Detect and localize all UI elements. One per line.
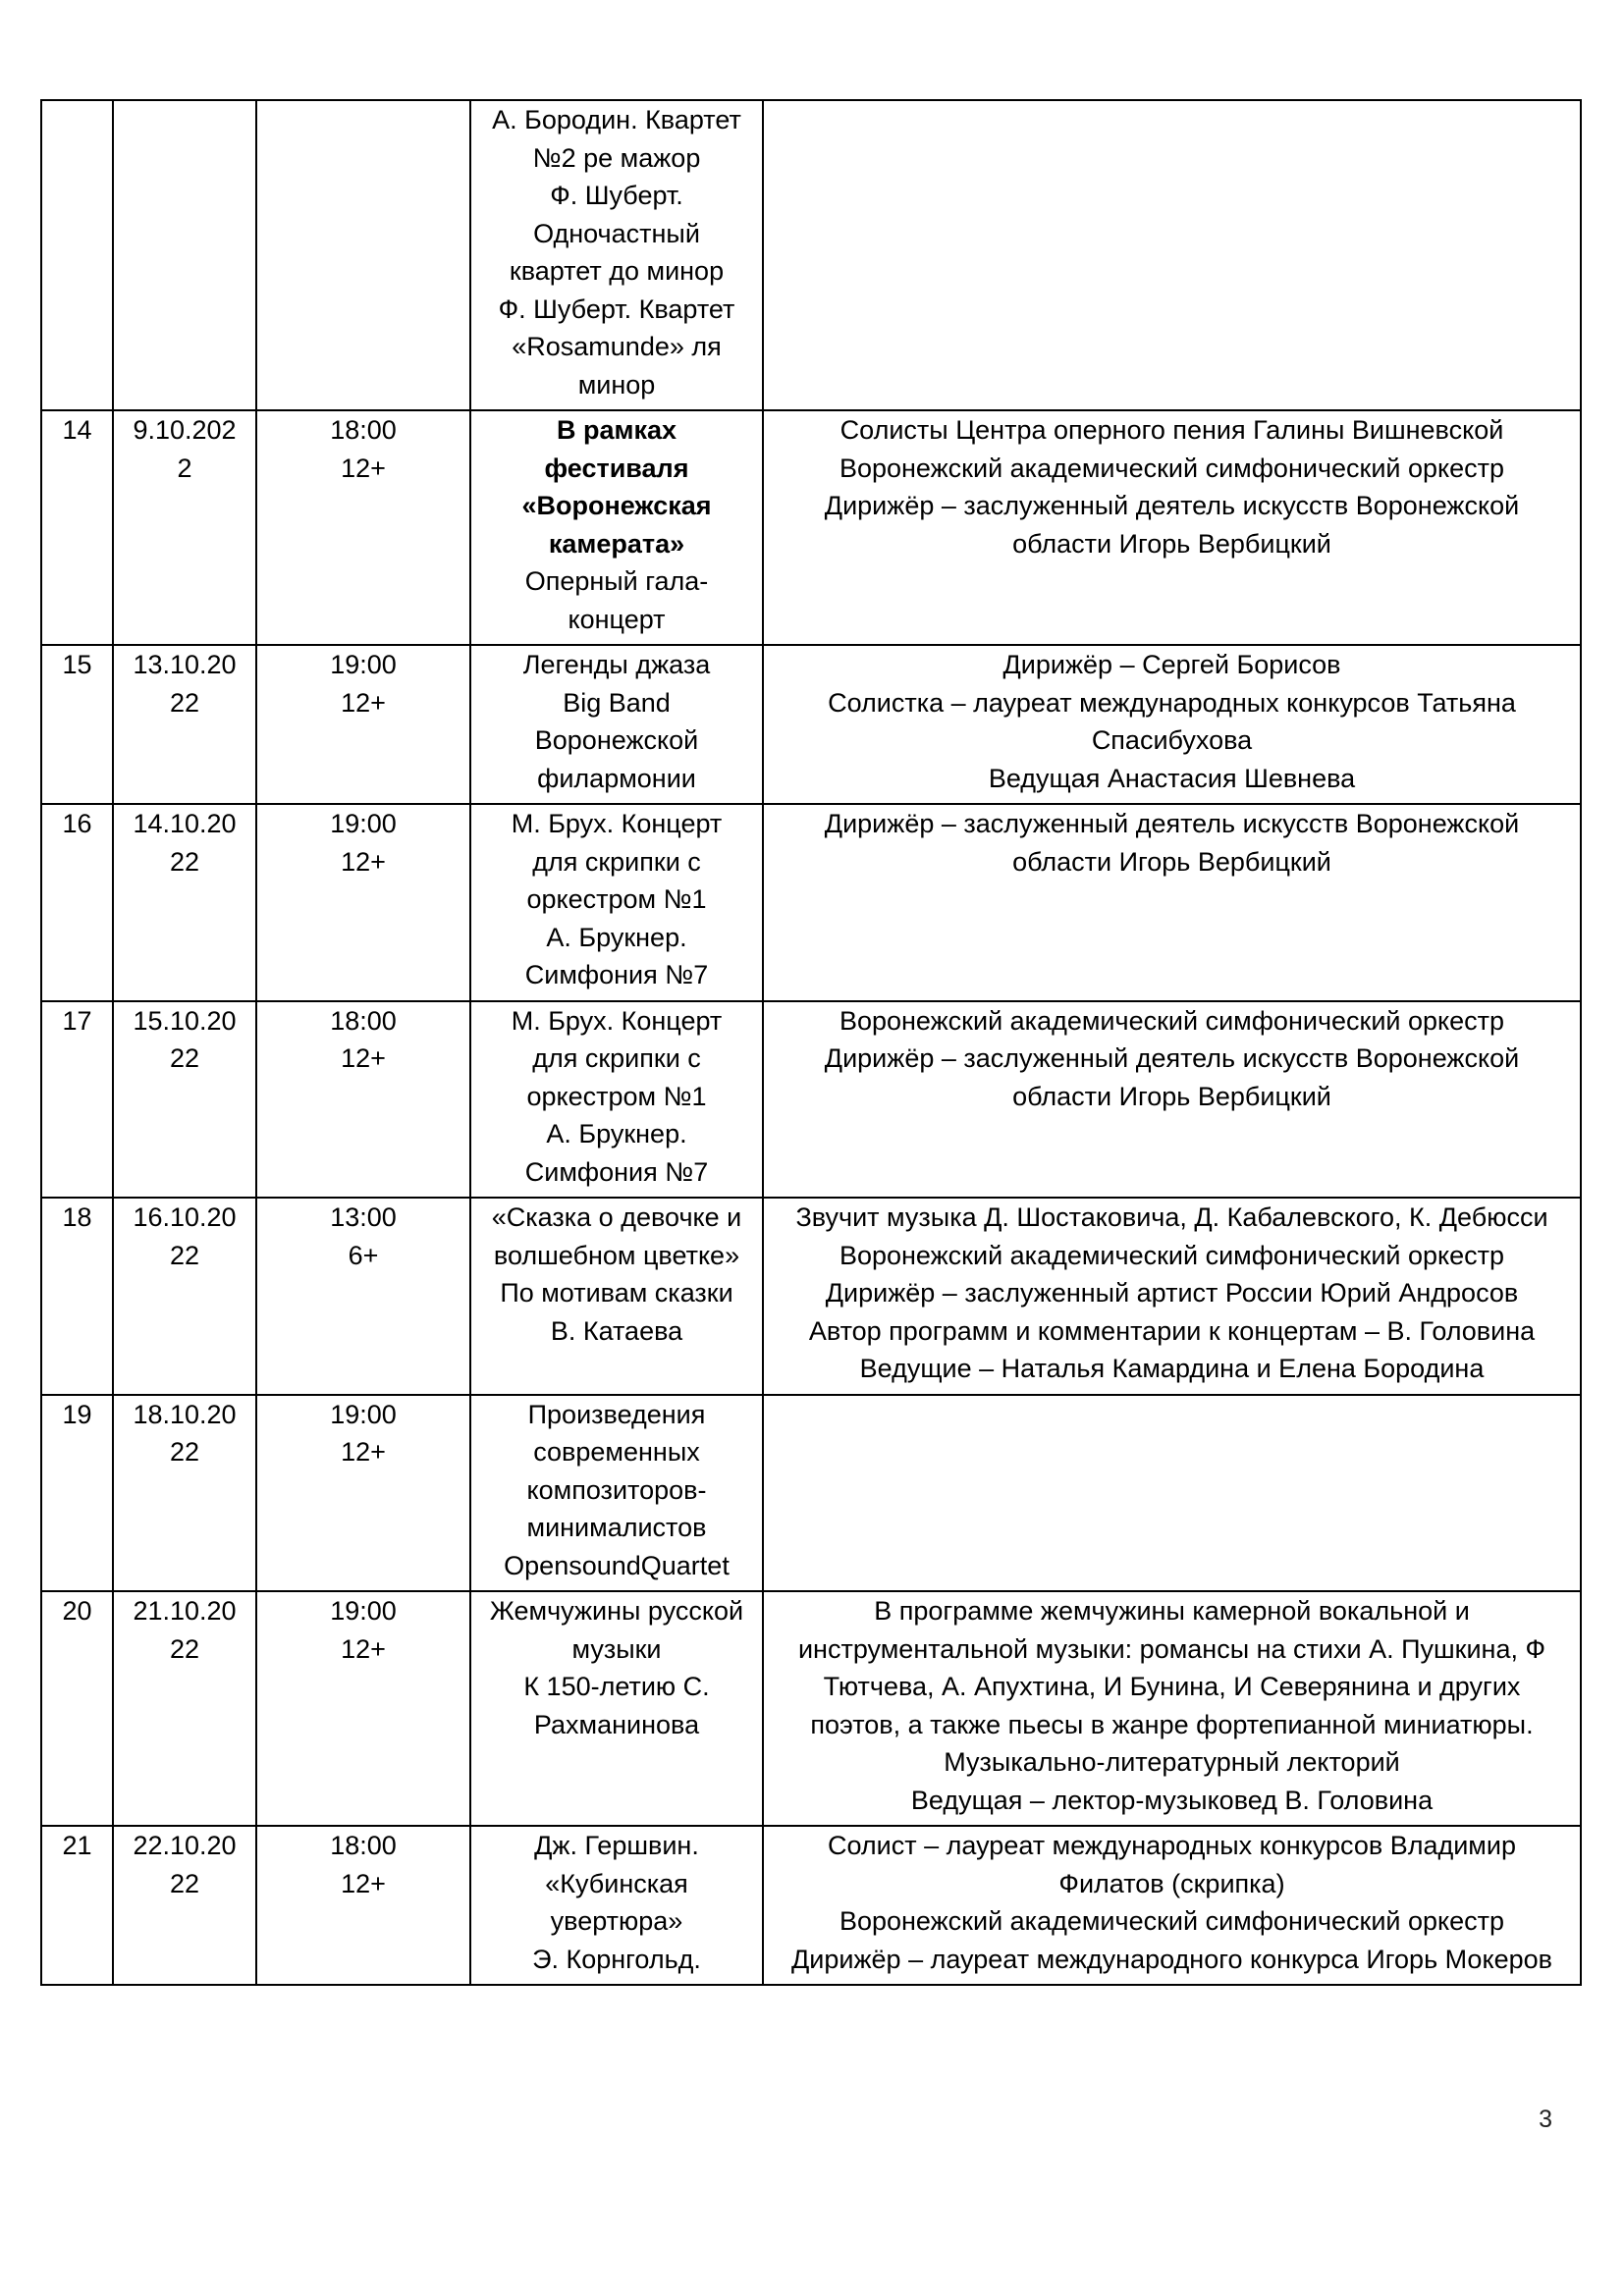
- program-line: Воронежской: [534, 725, 699, 755]
- date-text: 22: [169, 1633, 200, 1664]
- performer-line: Ведущая – лектор-музыковед В. Головина: [910, 1785, 1434, 1815]
- program-line: Симфония №7: [524, 960, 709, 989]
- program-line: Симфония №7: [524, 1156, 709, 1187]
- performers-cell: [763, 1826, 1581, 1985]
- program-line: Жемчужины русской: [489, 1596, 744, 1626]
- performer-line: Дирижёр – заслуженный деятель искусств Воронежской: [824, 1043, 1520, 1073]
- time-age-cell: [256, 645, 470, 804]
- row-number-cell: [41, 1395, 113, 1592]
- program-line: Дж. Гершвин.: [534, 1831, 699, 1860]
- program-line: концерт: [568, 604, 666, 634]
- performer-line: Автор программ и комментарии к концертам – В. Головина: [808, 1315, 1536, 1346]
- date-text: 14.10.20: [133, 809, 237, 838]
- performer-line: Ведущая Анастасия Шевнева: [988, 763, 1356, 793]
- date-text: 13.10.20: [133, 650, 237, 679]
- date-text: 9.10.202: [133, 415, 237, 445]
- time-age-cell: [256, 410, 470, 645]
- time-age-text: 19:00: [330, 1399, 397, 1429]
- time-age-text: 18:00: [330, 1005, 397, 1036]
- date-text: 22: [169, 687, 200, 718]
- program-cell: [470, 645, 763, 804]
- performer-line: Солисты Центра оперного пения Галины Вишневской: [839, 415, 1504, 445]
- program-line: OpensoundQuartet: [504, 1550, 730, 1580]
- performer-line: В программе жемчужины камерной вокальной и: [874, 1596, 1470, 1626]
- program-line: для скрипки с: [532, 846, 701, 877]
- program-cell: [470, 100, 763, 410]
- date-text: 22: [169, 846, 200, 877]
- row-number: 14: [62, 415, 92, 445]
- program-line: М. Брух. Концерт: [511, 809, 723, 838]
- date-cell: [113, 410, 256, 645]
- row-number-cell: [41, 645, 113, 804]
- program-line: оркестром №1: [526, 884, 707, 914]
- program-line: Э. Корнгольд.: [532, 1944, 701, 1974]
- program-line: композиторов-: [526, 1474, 707, 1505]
- performers-cell: [763, 1395, 1581, 1592]
- performer-line: Тютчева, А. Апухтина, И Бунина, И Северянина и других: [823, 1672, 1521, 1701]
- date-text: 22: [169, 1437, 200, 1467]
- time-age-text: 12+: [341, 1043, 386, 1073]
- time-age-text: 6+: [348, 1240, 379, 1270]
- program-line: Оперный гала-: [524, 566, 709, 596]
- program-line: фестиваля: [544, 453, 689, 483]
- program-cell: [470, 804, 763, 1001]
- program-cell: [470, 1395, 763, 1592]
- program-line: По мотивам сказки: [500, 1278, 733, 1308]
- program-line: В. Катаева: [550, 1315, 683, 1346]
- program-cell: [470, 1198, 763, 1395]
- program-line: Одночастный: [533, 218, 700, 248]
- date-text: 15.10.20: [133, 1005, 237, 1036]
- performers-cell: [763, 1198, 1581, 1395]
- program-line: Произведения: [527, 1399, 706, 1429]
- performer-line: Воронежский академический симфонический оркестр: [839, 1005, 1505, 1036]
- time-age-text: 12+: [341, 687, 386, 718]
- program-cell: [470, 1591, 763, 1826]
- table-row: [41, 1826, 1581, 1985]
- program-line: камерата»: [548, 528, 685, 559]
- row-number: 19: [62, 1399, 92, 1429]
- date-cell: [113, 804, 256, 1001]
- table-row: [41, 1395, 1581, 1592]
- performers-cell: [763, 410, 1581, 645]
- performer-line: Воронежский академический симфонический оркестр: [839, 1906, 1505, 1936]
- date-text: 22: [169, 1868, 200, 1898]
- date-text: 21.10.20: [133, 1596, 237, 1626]
- row-number: 15: [62, 650, 92, 679]
- date-cell: [113, 1395, 256, 1592]
- performer-line: Дирижёр – Сергей Борисов: [1002, 650, 1341, 679]
- time-age-text: 19:00: [330, 809, 397, 838]
- time-age-text: 12+: [341, 846, 386, 877]
- performers-cell: [763, 1001, 1581, 1199]
- program-line: минималистов: [526, 1513, 707, 1542]
- program-line: музыки: [571, 1633, 662, 1664]
- performer-line: инструментальной музыки: романсы на стихи А. Пушкина, Ф: [797, 1633, 1546, 1664]
- program-line: Рахманинова: [533, 1709, 700, 1739]
- row-number-cell: [41, 1198, 113, 1395]
- program-line: «Сказка о девочке и: [491, 1202, 742, 1232]
- program-line: филармонии: [537, 763, 696, 793]
- time-age-text: 19:00: [330, 1596, 397, 1626]
- program-line: «Кубинская: [545, 1868, 688, 1898]
- time-age-text: 18:00: [330, 1831, 397, 1860]
- date-text: 16.10.20: [133, 1202, 237, 1232]
- page-number: 3: [1539, 2106, 1552, 2133]
- performers-cell: [763, 1591, 1581, 1826]
- performer-line: области Игорь Вербицкий: [1012, 846, 1331, 877]
- time-age-text: 12+: [341, 1868, 386, 1898]
- time-age-text: 13:00: [330, 1202, 397, 1232]
- performer-line: Солист – лауреат международных конкурсов Владимир: [828, 1831, 1516, 1860]
- program-line: А. Бородин. Квартет: [492, 105, 741, 134]
- performers-cell: [763, 804, 1581, 1001]
- performer-line: Спасибухова: [1091, 725, 1253, 755]
- program-line: В рамках: [556, 415, 677, 445]
- row-number-cell: [41, 804, 113, 1001]
- row-number: 20: [62, 1596, 92, 1626]
- date-text: 22: [169, 1240, 200, 1270]
- date-cell: [113, 100, 256, 410]
- performer-line: Воронежский академический симфонический оркестр: [839, 1240, 1505, 1270]
- date-cell: [113, 645, 256, 804]
- performer-line: области Игорь Вербицкий: [1012, 1081, 1331, 1111]
- row-number-cell: [41, 1001, 113, 1199]
- performer-line: Воронежский академический симфонический оркестр: [839, 453, 1505, 483]
- performers-cell: [763, 100, 1581, 410]
- program-line: «Rosamunde» ля: [512, 332, 722, 361]
- performer-line: Солистка – лауреат международных конкурсов Татьяна: [828, 687, 1516, 718]
- time-age-text: 19:00: [330, 650, 397, 679]
- program-line: Ф. Шуберт. Квартет: [498, 294, 735, 324]
- program-cell: [470, 1001, 763, 1199]
- performer-line: Дирижёр – заслуженный деятель искусств Воронежской: [824, 809, 1520, 838]
- program-line: К 150-летию С.: [523, 1672, 710, 1701]
- performer-line: Филатов (скрипка): [1058, 1868, 1285, 1898]
- program-line: Легенды джаза: [522, 650, 711, 679]
- program-line: А. Брукнер.: [546, 922, 687, 952]
- program-line: Big Band: [563, 687, 671, 718]
- program-line: волшебном цветке»: [493, 1240, 740, 1270]
- date-text: 18.10.20: [133, 1399, 237, 1429]
- time-age-cell: [256, 100, 470, 410]
- table-row: [41, 804, 1581, 1001]
- performer-line: Дирижёр – лауреат международного конкурса Игорь Мокеров: [791, 1944, 1552, 1974]
- schedule-body: [41, 100, 1581, 1985]
- time-age-cell: [256, 1001, 470, 1199]
- date-cell: [113, 1591, 256, 1826]
- performer-line: Дирижёр – заслуженный деятель искусств Воронежской: [824, 491, 1520, 520]
- performer-line: Дирижёр – заслуженный артист России Юрий Андросов: [825, 1278, 1519, 1308]
- row-number-cell: [41, 410, 113, 645]
- performer-line: поэтов, а также пьесы в жанре фортепианной миниатюры.: [810, 1709, 1534, 1739]
- date-text: 22.10.20: [133, 1831, 237, 1860]
- row-number-cell: [41, 1591, 113, 1826]
- row-number-cell: [41, 1826, 113, 1985]
- program-line: №2 ре мажор: [532, 142, 701, 173]
- time-age-text: 12+: [341, 1633, 386, 1664]
- program-line: Ф. Шуберт.: [550, 181, 683, 210]
- program-line: М. Брух. Концерт: [511, 1005, 723, 1036]
- date-text: 2: [177, 453, 192, 483]
- performer-line: Ведущие – Наталья Камардина и Елена Бородина: [859, 1354, 1485, 1383]
- date-text: 22: [169, 1043, 200, 1073]
- row-number: 18: [62, 1202, 92, 1232]
- program-line: для скрипки с: [532, 1043, 701, 1073]
- table-row: [41, 1001, 1581, 1199]
- concert-schedule-table: [40, 99, 1582, 1986]
- time-age-cell: [256, 1591, 470, 1826]
- row-number-cell: [41, 100, 113, 410]
- time-age-cell: [256, 1826, 470, 1985]
- row-number: 17: [62, 1005, 92, 1036]
- table-row: [41, 1198, 1581, 1395]
- time-age-cell: [256, 804, 470, 1001]
- program-line: современных: [533, 1437, 700, 1467]
- table-row: [41, 100, 1581, 410]
- program-cell: [470, 1826, 763, 1985]
- time-age-text: 12+: [341, 453, 386, 483]
- performer-line: области Игорь Вербицкий: [1012, 528, 1331, 559]
- performer-line: Музыкально-литературный лекторий: [944, 1747, 1400, 1777]
- program-line: А. Брукнер.: [546, 1119, 687, 1148]
- table-row: [41, 1591, 1581, 1826]
- row-number: 16: [62, 809, 92, 838]
- performers-cell: [763, 645, 1581, 804]
- row-number: 21: [62, 1831, 92, 1860]
- date-cell: [113, 1198, 256, 1395]
- program-line: увертюра»: [550, 1906, 683, 1936]
- program-line: оркестром №1: [526, 1081, 707, 1111]
- date-cell: [113, 1001, 256, 1199]
- time-age-cell: [256, 1395, 470, 1592]
- date-cell: [113, 1826, 256, 1985]
- time-age-text: 18:00: [330, 415, 397, 445]
- time-age-cell: [256, 1198, 470, 1395]
- program-line: квартет до минор: [509, 256, 725, 286]
- table-row: [41, 645, 1581, 804]
- time-age-text: 12+: [341, 1437, 386, 1467]
- program-line: минор: [577, 369, 656, 400]
- performer-line: Звучит музыка Д. Шостаковича, Д. Кабалевского, К. Дебюсси: [795, 1202, 1548, 1232]
- program-line: «Воронежская: [521, 491, 712, 520]
- table-row: [41, 410, 1581, 645]
- program-cell: [470, 410, 763, 645]
